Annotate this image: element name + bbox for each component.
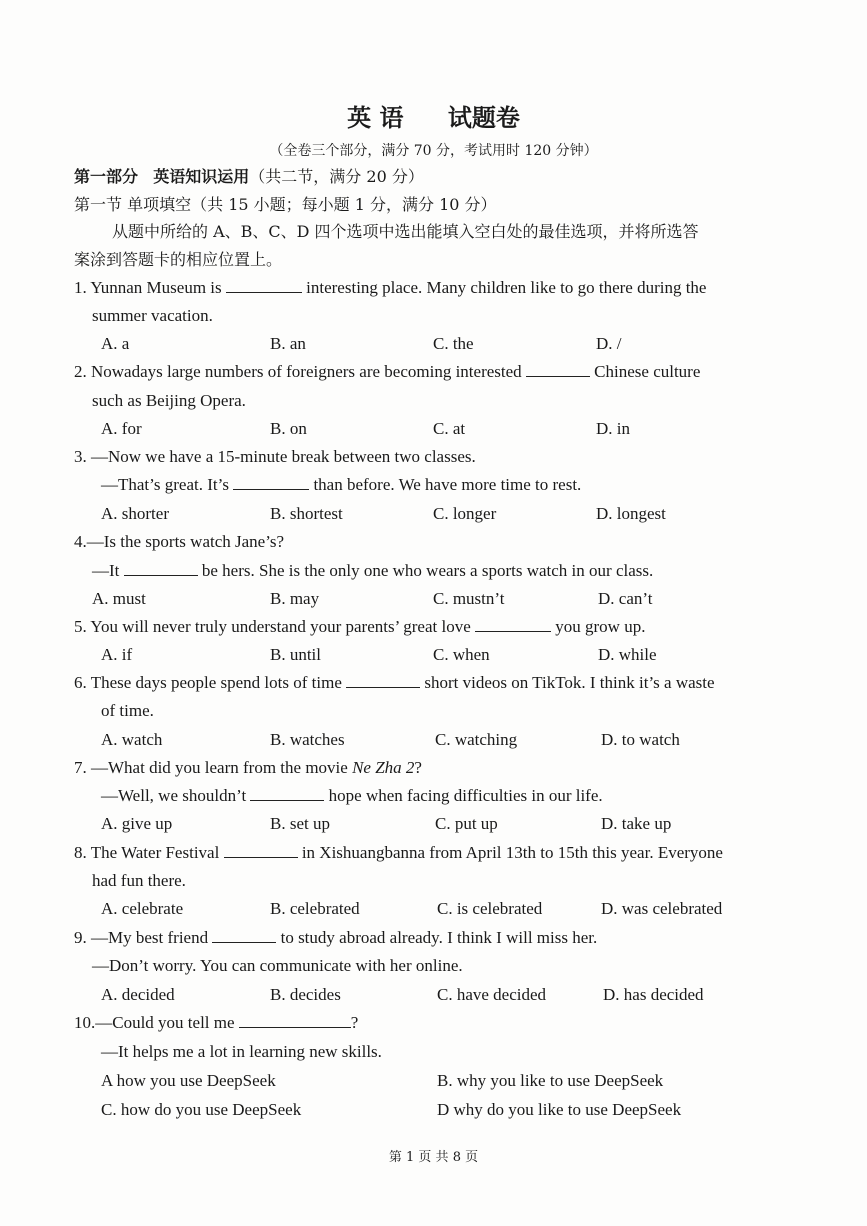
stem-text: —That’s great. It’s <box>101 475 229 494</box>
stem-text: short videos on TikTok. I think it’s a waste <box>424 673 715 692</box>
stem-text: —Well, we shouldn’t <box>101 786 247 805</box>
stem-text: ? <box>350 1013 359 1032</box>
option-d: D. has decided <box>603 985 704 1004</box>
stem-text: Chinese culture <box>594 362 701 381</box>
instruction-line-1: 从题中所给的 A、B、C、D 四个选项中选出能填入空白处的最佳选项，并将所选答 <box>112 222 699 241</box>
option-b: B. an <box>270 334 306 353</box>
option-c: C. at <box>433 419 466 438</box>
option-b: B. may <box>270 589 320 608</box>
stem-text: 5. You will never truly understand your parents’ great love <box>74 617 471 636</box>
question-stem-cont: —It helps me a lot in learning new skills. <box>101 1042 382 1061</box>
title-subject: 英 语 <box>347 103 404 132</box>
answer-blank <box>224 843 298 858</box>
page-footer: 第 1 页 共 8 页 <box>388 1150 479 1165</box>
option-d: D. while <box>598 645 657 664</box>
stem-text: interesting place. Many children like to go there during the <box>306 278 707 297</box>
option-d: D. in <box>596 419 630 438</box>
option-a: A. decided <box>101 985 175 1004</box>
question-stem-cont: —Don’t worry. You can communicate with her online. <box>92 956 463 975</box>
option-b: B. until <box>270 645 322 664</box>
option-b: B. watches <box>270 730 345 749</box>
stem-text: be hers. She is the only one who wears a sports watch in our class. <box>201 561 654 580</box>
section-heading <box>74 192 497 215</box>
stem-text: hope when facing difficulties in our life. <box>328 786 603 805</box>
section-title: 单项填空 <box>127 195 192 214</box>
option-a: A. watch <box>101 730 163 749</box>
part-title: 英语知识运用 <box>153 167 250 186</box>
question-stem-cont <box>101 785 603 807</box>
stem-text: 7. —What did you learn from the movie <box>74 758 353 777</box>
stem-text: ? <box>414 758 422 777</box>
page-title <box>0 98 867 133</box>
answer-blank <box>239 1013 351 1028</box>
answer-blank <box>212 928 276 943</box>
option-c: C. the <box>433 334 474 353</box>
option-a: A. celebrate <box>101 899 184 918</box>
question-stem-cont: had fun there. <box>92 871 186 890</box>
option-c: C. how do you use DeepSeek <box>101 1100 302 1119</box>
answer-blank <box>233 475 309 490</box>
option-a: A. must <box>92 589 146 608</box>
section-detail: （共 15 小题；每小题 1 分，满分 10 分） <box>191 195 497 214</box>
instructions <box>74 218 789 274</box>
question-stem-cont: of time. <box>101 701 154 720</box>
stem-text: than before. We have more time to rest. <box>313 475 582 494</box>
stem-text: 2. Nowadays large numbers of foreigners are becoming interested <box>74 362 522 381</box>
question-stem-cont: such as Beijing Opera. <box>92 391 246 410</box>
option-b: B. why you like to use DeepSeek <box>437 1071 664 1090</box>
stem-text: to study abroad already. I think I will miss her. <box>280 928 598 947</box>
answer-blank <box>226 278 302 293</box>
stem-text: 1. Yunnan Museum is <box>74 278 222 297</box>
option-d: D. take up <box>601 814 672 833</box>
option-a: A. shorter <box>101 504 169 523</box>
option-d: D why do you like to use DeepSeek <box>437 1100 682 1119</box>
question-stem: 3. —Now we have a 15-minute break between two classes. <box>74 447 476 466</box>
option-b: B. on <box>270 419 307 438</box>
stem-text: —It <box>92 561 120 580</box>
option-a: A. for <box>101 419 142 438</box>
option-c: C. watching <box>435 730 518 749</box>
stem-text: in Xishuangbanna from April 13th to 15th this year. Everyone <box>301 843 723 862</box>
title-paper: 试题卷 <box>447 103 520 132</box>
option-c: C. have decided <box>437 985 547 1004</box>
movie-title: Ne Zha 2 <box>352 758 415 777</box>
option-c: C. when <box>433 645 490 664</box>
option-a: A how you use DeepSeek <box>101 1071 276 1090</box>
option-a: A. give up <box>101 814 173 833</box>
option-a: A. if <box>101 645 133 664</box>
answer-blank <box>250 786 324 801</box>
option-b: B. set up <box>270 814 330 833</box>
page-subtitle: （全卷三个部分，满分 70 分，考试用时 120 分钟） <box>269 143 598 159</box>
question-stem: 4.—Is the sports watch Jane’s? <box>74 532 285 551</box>
option-d: D. / <box>596 334 622 353</box>
question-stem <box>74 842 723 864</box>
part-detail: （共二节，满分 20 分） <box>249 167 424 186</box>
option-c: C. put up <box>435 814 498 833</box>
option-d: D. can’t <box>598 589 653 608</box>
answer-blank <box>526 362 590 377</box>
option-c: C. is celebrated <box>437 899 543 918</box>
option-c: C. longer <box>433 504 497 523</box>
option-a: A. a <box>101 334 130 353</box>
question-stem <box>74 361 700 383</box>
answer-blank <box>475 617 551 632</box>
question-stem <box>74 616 645 638</box>
option-b: B. celebrated <box>270 899 360 918</box>
option-c: C. mustn’t <box>433 589 505 608</box>
question-stem <box>74 757 422 779</box>
stem-text: 10.—Could you tell me <box>74 1013 235 1032</box>
answer-blank <box>124 561 198 576</box>
part-label: 第一部分 <box>74 167 139 186</box>
stem-text: 9. —My best friend <box>74 928 209 947</box>
option-b: B. decides <box>270 985 341 1004</box>
stem-text: you grow up. <box>555 617 646 636</box>
option-d: D. longest <box>596 504 666 523</box>
option-d: D. was celebrated <box>601 899 723 918</box>
question-stem <box>74 277 706 299</box>
part-heading <box>74 164 424 187</box>
question-stem <box>74 1012 358 1034</box>
answer-blank <box>346 673 420 688</box>
option-d: D. to watch <box>601 730 680 749</box>
section-label: 第一节 <box>74 195 123 214</box>
question-stem <box>74 672 715 694</box>
question-stem <box>74 927 597 949</box>
stem-text: 6. These days people spend lots of time <box>74 673 342 692</box>
instruction-line-2: 案涂到答题卡的相应位置上。 <box>74 250 283 269</box>
stem-text: 8. The Water Festival <box>74 843 220 862</box>
question-stem-cont: summer vacation. <box>92 306 213 325</box>
question-stem-cont <box>92 560 653 582</box>
option-b: B. shortest <box>270 504 343 523</box>
question-stem-cont <box>101 474 581 496</box>
